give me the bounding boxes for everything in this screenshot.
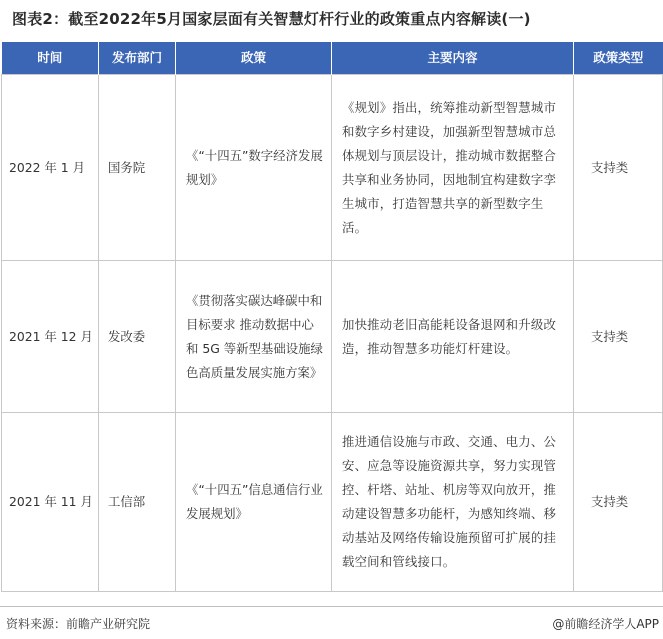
header-dept: 发布部门 (99, 42, 176, 75)
table-row (2, 261, 663, 413)
cell-content: 加快推动老旧高能耗设备退网和升级改造，推动智慧多功能灯杆建设。 (332, 261, 574, 413)
table-row (2, 413, 663, 592)
cell-dept: 国务院 (99, 75, 176, 261)
cell-time: 2022 年 1 月 (2, 75, 99, 261)
cell-policy: 《“十四五”信息通信行业发展规划》 (176, 413, 332, 592)
header-policy: 政策 (176, 42, 332, 75)
policy-table (1, 42, 663, 592)
cell-time: 2021 年 12 月 (2, 261, 99, 413)
cell-dept: 发改委 (99, 261, 176, 413)
cell-dept: 工信部 (99, 413, 176, 592)
cell-time: 2021 年 11 月 (2, 413, 99, 592)
header-content: 主要内容 (332, 42, 574, 75)
header-time: 时间 (2, 42, 99, 75)
cell-type: 支持类 (574, 413, 663, 592)
cell-policy: 《贯彻落实碳达峰碳中和目标要求 推动数据中心和 5G 等新型基础设施绿色高质量发展实施方案》 (176, 261, 332, 413)
credit-note: @前瞻经济学人APP (552, 617, 659, 631)
cell-content: 《规划》指出，统筹推动新型智慧城市和数字乡村建设，加强新型智慧城市总体规划与顶层设计，推动城市数据整合共享和业务协同，因地制宜构建数字孪生城市，打造智慧共享的新型数字生活。 (332, 75, 574, 261)
cell-content: 推进通信设施与市政、交通、电力、公安、应急等设施资源共享，努力实现管控、杆塔、站址、机房等双向放开，推动建设智慧多功能杆，为感知终端、移动基站及网络传输设施预留可扩展的挂载空间和管线接口。 (332, 413, 574, 592)
chart-title: 图表2：截至2022年5月国家层面有关智慧灯杆行业的政策重点内容解读(一) (12, 10, 531, 28)
cell-type: 支持类 (574, 261, 663, 413)
header-type: 政策类型 (574, 42, 663, 75)
footer (0, 606, 663, 639)
cell-policy: 《“十四五”数字经济发展规划》 (176, 75, 332, 261)
source-note: 资料来源：前瞻产业研究院 (6, 617, 151, 631)
table-row (2, 75, 663, 261)
cell-type: 支持类 (574, 75, 663, 261)
table-header-row (2, 42, 663, 75)
